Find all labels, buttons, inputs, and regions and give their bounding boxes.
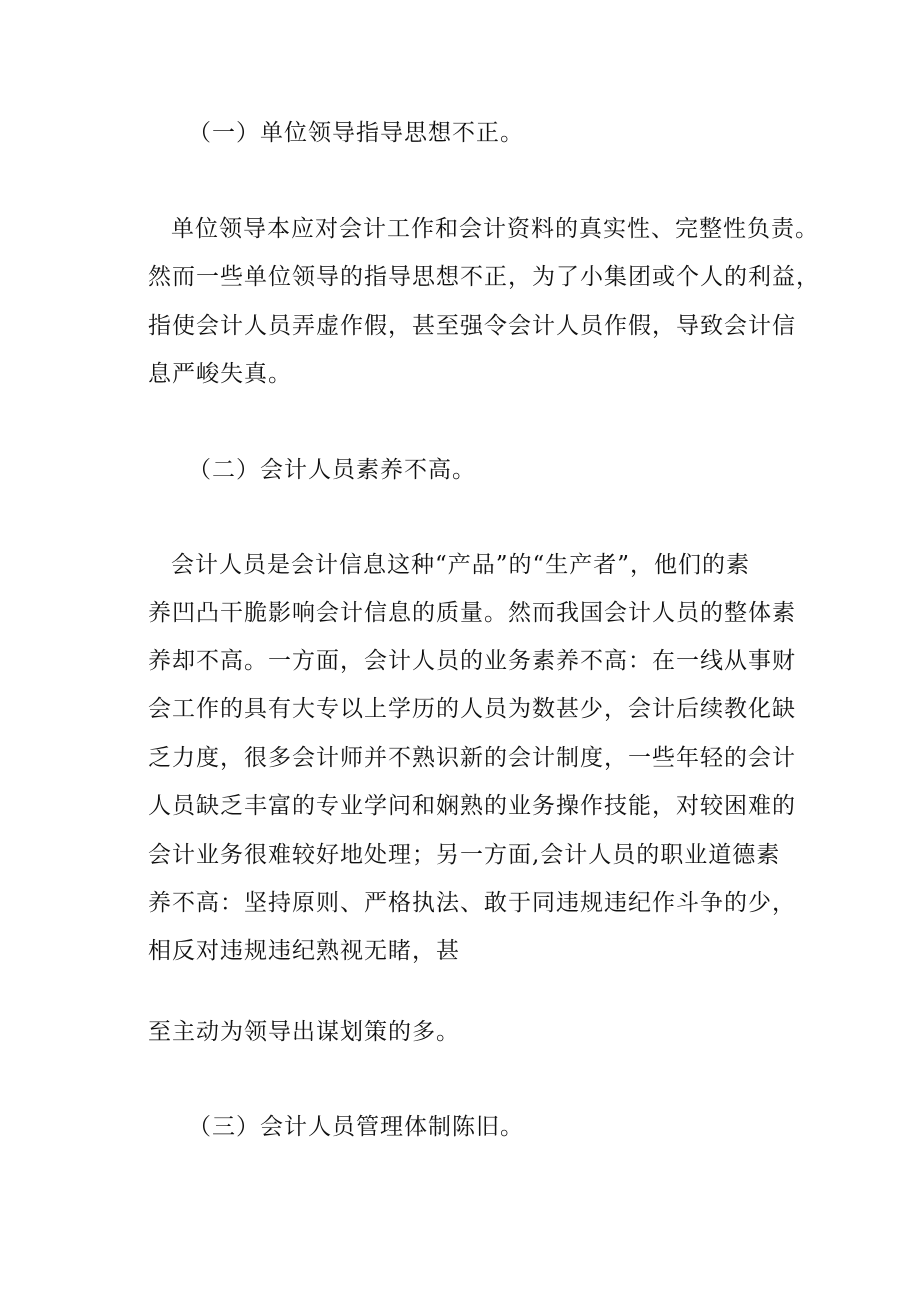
section-heading-2: （二）会计人员素养不高。 (188, 457, 476, 483)
section-heading-3: （三）会计人员管理体制陈旧。 (188, 1114, 524, 1140)
paragraph-2-line-4: 会工作的具有大专以上学历的人员为数甚少，会计后续教化缺 (148, 696, 796, 722)
paragraph-2-line-2: 养凹凸干脆影响会计信息的质量。然而我国会计人员的整体素 (148, 600, 796, 626)
paragraph-2-line-1: 会计人员是会计信息这种“产品”的“生产者”，他们的素 (171, 552, 751, 578)
paragraph-2-line-9: 相反对违规违纪熟视无睹，甚 (148, 938, 460, 964)
paragraph-1-line-4: 息严峻失真。 (148, 361, 292, 387)
paragraph-2-line-5: 乏力度，很多会计师并不熟识新的会计制度，一些年轻的会计 (148, 745, 796, 771)
paragraph-2-line-10: 至主动为领导出谋划策的多。 (148, 1019, 460, 1045)
paragraph-2-line-6: 人员缺乏丰富的专业学问和娴熟的业务操作技能，对较困难的 (148, 793, 796, 819)
paragraph-2-line-7: 会计业务很难较好地处理；另一方面,会计人员的职业道德素 (148, 842, 781, 868)
paragraph-1-line-2: 然而一些单位领导的指导思想不正，为了小集团或个人的利益， (148, 264, 820, 290)
paragraph-1-line-3: 指使会计人员弄虚作假，甚至强令会计人员作假，导致会计信 (148, 313, 796, 339)
paragraph-2-line-3: 养却不高。一方面，会计人员的业务素养不高：在一线从事财 (148, 648, 796, 674)
paragraph-2-line-8: 养不高：坚持原则、严格执法、敢于同违规违纪作斗争的少， (148, 890, 796, 916)
paragraph-1-line-1: 单位领导本应对会计工作和会计资料的真实性、完整性负责。 (171, 216, 819, 242)
section-heading-1: （一）单位领导指导思想不正。 (188, 120, 524, 146)
